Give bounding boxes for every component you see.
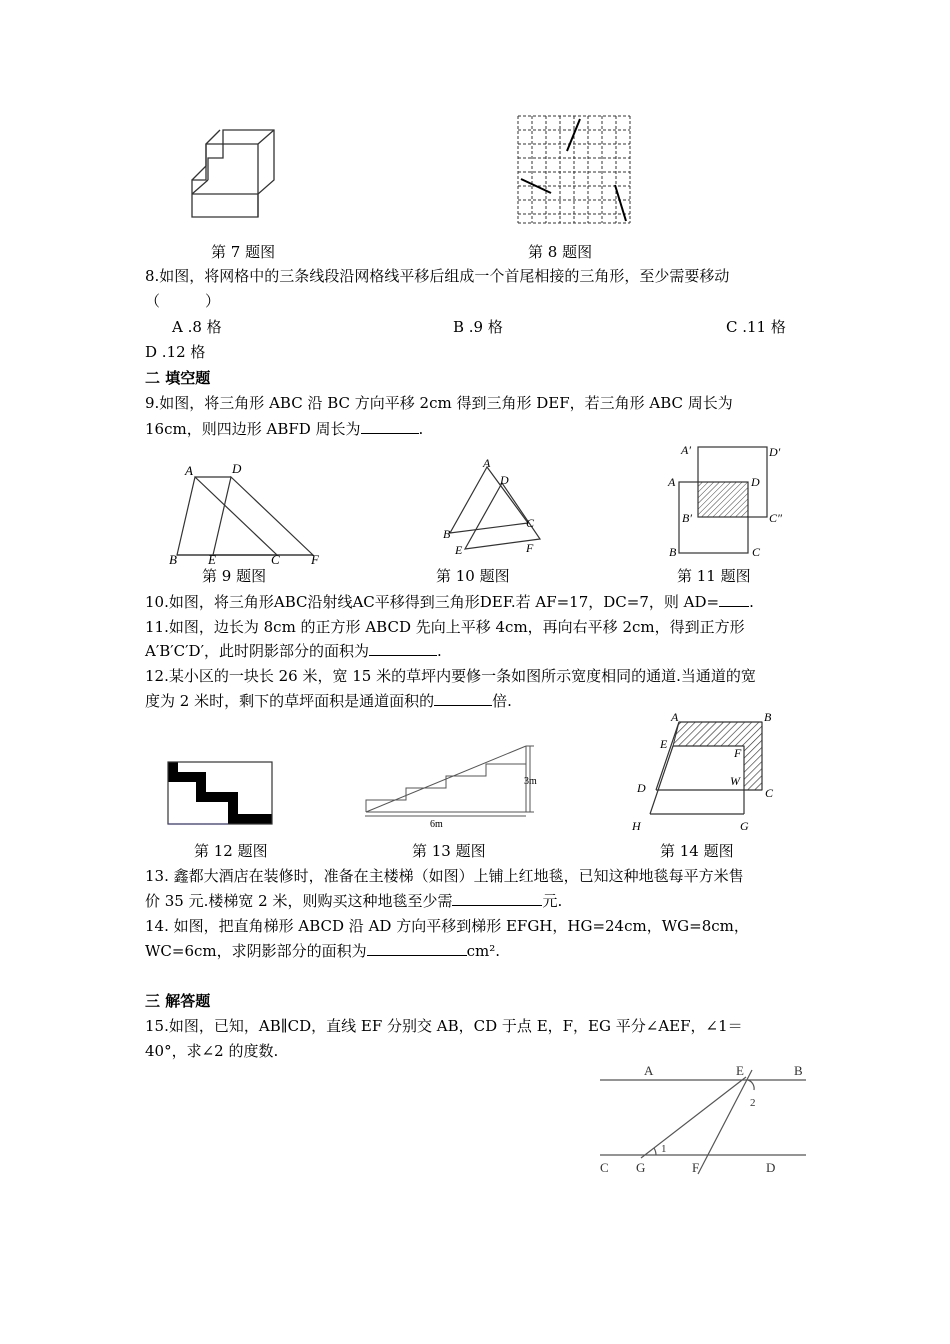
figure-12-lawn-path xyxy=(166,760,276,826)
fig14-label-g: G xyxy=(740,819,749,833)
q15-line2: 40°，求∠2 的度数. xyxy=(145,1042,279,1060)
q14-text: WC=6cm，求阴影部分的面积为 xyxy=(145,942,367,960)
q10-text: 10.如图，将三角形ABC沿射线AC平移得到三角形DEF.若 AF=17，DC=7，则 AD= xyxy=(145,593,720,611)
fig11-label-b: B xyxy=(669,545,677,559)
caption-fig12: 第 12 题图 xyxy=(194,842,268,860)
q13-line1: 13. 鑫都大酒店在装修时，准备在主楼梯（如图）上铺上红地毯，已知这种地毯每平方米售 xyxy=(145,867,744,885)
fig14-label-b: B xyxy=(764,710,772,724)
q13-text: 价 35 元.楼梯宽 2 米，则购买这种地毯至少需 xyxy=(145,892,453,910)
q9-answer-blank[interactable] xyxy=(361,418,419,434)
q13-answer-blank[interactable] xyxy=(452,890,542,906)
fig15-label-angle1: 1 xyxy=(661,1143,667,1155)
q8-option-a: A .8 格 xyxy=(172,318,222,336)
fig11-label-d-prime: D′ xyxy=(769,445,781,459)
fig9-label-b: B xyxy=(169,552,177,566)
q11-answer-blank[interactable] xyxy=(369,640,437,656)
caption-fig11: 第 11 题图 xyxy=(677,567,751,585)
fig14-label-h: H xyxy=(632,819,641,833)
q14-answer-blank[interactable] xyxy=(367,940,467,956)
q9-line2 xyxy=(145,416,423,442)
q8-option-b: B .9 格 xyxy=(453,318,503,336)
caption-fig7: 第 7 题图 xyxy=(211,243,276,261)
q9-end: . xyxy=(418,420,424,438)
fig15-label-a: A xyxy=(644,1063,654,1078)
fig14-label-e: E xyxy=(660,737,668,751)
q11-text: A′B′C′D′，此时阴影部分的面积为 xyxy=(145,642,369,660)
fig14-label-d: D xyxy=(637,781,646,795)
q12-line2 xyxy=(145,688,512,714)
figure-10-translation xyxy=(438,455,543,560)
q12-text: 度为 2 米时，剩下的草坪面积是通道面积的 xyxy=(145,692,435,710)
fig15-label-d: D xyxy=(766,1160,776,1175)
figure-7-solid xyxy=(186,128,278,220)
fig9-label-c: C xyxy=(271,552,280,566)
fig10-label-e: E xyxy=(455,543,463,557)
fig11-label-b-prime: B′ xyxy=(682,511,692,525)
fig10-label-b: B xyxy=(443,527,451,541)
fig11-label-a: A xyxy=(668,475,676,489)
q8-option-d: D .12 格 xyxy=(145,343,206,361)
fig10-label-f: F xyxy=(526,541,534,555)
caption-fig9: 第 9 题图 xyxy=(202,567,267,585)
caption-fig10: 第 10 题图 xyxy=(436,567,510,585)
q8-line2: （ ） xyxy=(145,292,221,310)
figure-15-parallel-lines xyxy=(594,1058,810,1178)
fig14-label-f: F xyxy=(734,746,742,760)
q9-text: 16cm，则四边形 ABFD 周长为 xyxy=(145,420,361,438)
q12-line1: 12.某小区的一块长 26 米，宽 15 米的草坪内要修一条如图所示宽度相同的通道.当通道的宽 xyxy=(145,667,756,685)
figure-8-grid xyxy=(515,113,633,225)
q14-unit: cm². xyxy=(466,942,501,960)
fig10-label-a: A xyxy=(483,456,491,470)
q8-line1: 8.如图，将网格中的三条线段沿网格线平移后组成一个首尾相接的三角形，至少需要移动 xyxy=(145,267,730,285)
fig11-label-c-prime: C″ xyxy=(769,511,783,525)
caption-fig8: 第 8 题图 xyxy=(528,243,593,261)
fig9-label-a: A xyxy=(185,463,193,478)
section-solve-heading: 三 解答题 xyxy=(145,992,211,1010)
q12-answer-blank[interactable] xyxy=(434,690,492,706)
fig9-label-f: F xyxy=(311,552,319,566)
caption-fig13: 第 13 题图 xyxy=(412,842,486,860)
fig15-label-g: G xyxy=(636,1160,646,1175)
q13-end: 元. xyxy=(542,892,563,910)
fig14-label-c: C xyxy=(765,786,774,800)
q10-end: . xyxy=(749,593,754,611)
fig15-label-c: C xyxy=(600,1160,609,1175)
q11-end: . xyxy=(436,642,442,660)
fig14-label-a: A xyxy=(671,710,679,724)
fig14-label-w: W xyxy=(730,774,740,788)
q11-line2 xyxy=(145,638,442,664)
section-fill-in-heading: 二 填空题 xyxy=(145,369,211,387)
figure-13-staircase xyxy=(360,740,550,830)
q14-line1: 14. 如图，把直角梯形 ABCD 沿 AD 方向平移到梯形 EFGH，HG=24cm，WG=8cm， xyxy=(145,917,749,935)
q10-line xyxy=(145,589,754,615)
fig10-label-c: C xyxy=(526,516,535,530)
fig9-label-e: E xyxy=(208,552,216,566)
fig15-label-angle2: 2 xyxy=(750,1097,756,1109)
fig13-label-height: 3m xyxy=(524,776,537,787)
figure-11-squares xyxy=(665,440,795,562)
q13-line2 xyxy=(145,888,562,914)
caption-fig14: 第 14 题图 xyxy=(660,842,734,860)
q15-line1: 15.如图，已知，AB∥CD，直线 EF 分别交 AB，CD 于点 E，F，EG 平分∠AEF，∠1＝ xyxy=(145,1017,743,1035)
figure-14-trapezoid xyxy=(624,708,784,834)
q8-option-c: C .11 格 xyxy=(726,318,786,336)
q9-line1: 9.如图，将三角形 ABC 沿 BC 方向平移 2cm 得到三角形 DEF，若三角形 ABC 周长为 xyxy=(145,394,733,412)
figure-9-translation xyxy=(165,460,325,566)
q10-answer-blank[interactable] xyxy=(719,591,749,607)
fig15-label-e: E xyxy=(736,1063,744,1078)
fig13-label-width: 6m xyxy=(430,819,443,830)
fig9-label-d: D xyxy=(232,461,242,476)
fig15-label-f: F xyxy=(692,1160,700,1175)
fig11-label-d: D xyxy=(751,475,760,489)
fig15-label-b: B xyxy=(794,1063,803,1078)
q12-end: 倍. xyxy=(492,692,512,710)
q14-line2 xyxy=(145,938,500,964)
fig10-label-d: D xyxy=(500,473,509,487)
fig11-label-c: C xyxy=(752,545,761,559)
q11-line1: 11.如图，边长为 8cm 的正方形 ABCD 先向上平移 4cm，再向右平移 2cm，得到正方形 xyxy=(145,618,745,636)
fig11-label-a-prime: A′ xyxy=(681,443,691,457)
